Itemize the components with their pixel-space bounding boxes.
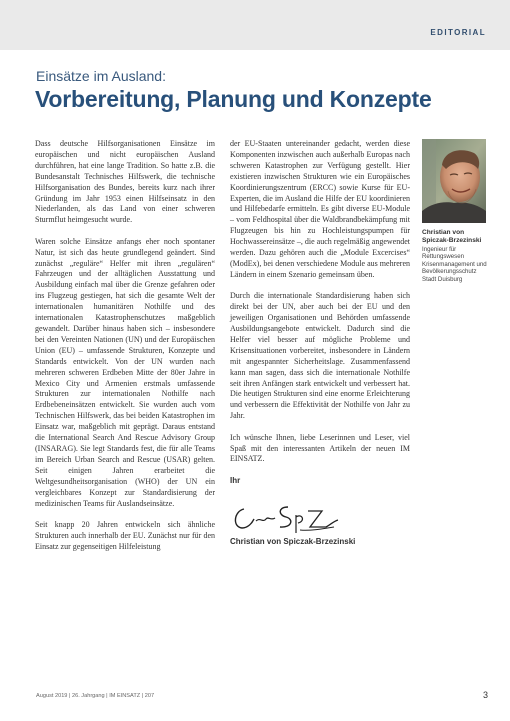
section-label: EDITORIAL <box>430 28 486 37</box>
author-role-line: Stadt Duisburg <box>422 275 463 283</box>
header-band <box>0 0 510 50</box>
author-role-line: Bevölkerungsschutz <box>422 268 477 276</box>
paragraph: Ich wünsche Ihnen, liebe Leserinnen und Leser, viel Spaß mit den interessanten Artikeln der neuen IM EINSATZ. <box>230 432 410 464</box>
closing-salutation: Ihr <box>230 475 241 485</box>
author-role <box>422 246 496 283</box>
text-column-left <box>35 139 215 563</box>
author-role-line: Ingenieur für <box>422 246 457 253</box>
handwritten-signature <box>230 501 340 535</box>
paragraph: Seit knapp 20 Jahren entwickeln sich ähnliche Strukturen auch innerhalb der EU. Zunächst nur für den Einsatz zur gegenseitigen Hilfeleistung <box>35 519 215 551</box>
author-role-line: Rettungswesen <box>422 253 465 261</box>
paragraph: der EU-Staaten untereinander gedacht, werden diese Komponenten inzwischen auch außerhalb Europas nach schweren Katastrophen zur Verfügung gestellt. Hier existieren inzwischen Strukturen wie ein Europäisches Koordinierungszentrum (ERCC) sowie Kurse für EU-Experten, die im Ausland die Hilfe der EU koordinieren und Hilfebedarfe ermitteln. Es gibt diverse EU-Module – vom Feldhospital über die Waldbrandbekämpfung mit Flugzeugen bis hin zu Hochleistungspumpen für Hochwassereinsätze –, die auch regelmäßig angewendet werden. Dazu gehören auch die „Module Excercises“ (ModEx), bei denen verschiedene Module aus mehreren Ländern in einem Szenario gemeinsam üben. <box>230 139 410 279</box>
paragraph: Dass deutsche Hilfsorganisationen Einsätze im europäischen und nicht europäischen Ausland durchführen, hat eine lange Tradition. So hatte z.B. die Bundesanstalt Technisches Hilfswerk, die technische Hilfsorganisation des Bundes, bereits kurz nach ihrer Gründung im Jahr 1953 einen Hilfseinsatz in den Niederlanden, als das Land von einer schweren Sturmflut heimgesucht wurde. <box>35 139 215 225</box>
paragraph: Waren solche Einsätze anfangs eher noch spontaner Natur, ist sich das heute grundlegend geändert. Sind zunächst „reguläre“ Helfer mit ihren „regulären“ Fahrzeugen und der alltäglichen Ausstattung und Ausbildung einfach mal über die Grenze gefahren oder ins Flugzeug gestiegen, hat sich die gesamte Welt der internationalen humanitären Nothilfe und des internationalen Katastrophenschutzes maßgeblich gewandelt. Darüber hinaus haben sich – insbesondere bei den Vereinten Nationen (UN) und der Europäischen Union (EU) – umfassende Strukturen, Konzepte und Standards entwickelt. Von der UN wurden nach mehreren schweren Erdbeben Mitte der 80er Jahre in Mexico City und Armenien erstmals umfassende Strukturen zur internationalen Nothilfe nach Erdbebeneinsätzen entwickelt. Sie wurden auch vom Technischen Hilfswerk, das bei beiden Katastrophen im Einsatz war, maßgeblich mit geprägt. Daraus entstand die International Search And Rescue Advisory Group (INSARAG). Sie legt Standards fest, die für alle Teams im Bereich Urban Search and Rescue (USAR) gelten. Seit einigen Jahren erarbeitet die Weltgesundheitsorganisation (WHO) der UN ein vergleichbares Konzept zur Standardisierung der medizinischen Teams für Auslandseinsätze. <box>35 236 215 508</box>
author-portrait-photo <box>422 139 486 223</box>
issue-info: August 2019 | 26. Jahrgang | IM EINSATZ | 207 <box>36 693 155 699</box>
page-number: 3 <box>482 690 488 700</box>
paragraph: Durch die internationale Standardisierung haben sich direkt bei der UN, aber auch bei der EU und den jeweiligen Organisationen und Behörden umfassende Ausbildungsangebote entwickelt. Dadurch sind die Helfer viel besser auf mögliche Probleme und Krisensituationen vorbereitet, insbesondere in Ländern mit angespannter Sicherheitslage. Zusammenfassend kann man sagen, dass sich die internationale Nothilfe seit ihren Anfängen stark entwickelt und verbessert hat. Die heutigen Strukturen sind eine enorme Erleichterung und verbessern die Effektivität der Nothilfe von Jahr zu Jahr. <box>230 291 410 421</box>
article-kicker: Einsätze im Ausland: <box>36 68 166 84</box>
article-title: Vorbereitung, Planung und Konzepte <box>35 86 432 112</box>
signature-name: Christian von Spiczak-Brzezinski <box>230 536 356 546</box>
author-name-line: Spiczak-Brzezinski <box>422 237 482 244</box>
text-column-right <box>230 139 410 558</box>
author-name <box>422 229 492 245</box>
author-role-line: Krisenmanagement und <box>422 260 487 268</box>
author-name-line: Christian von <box>422 229 465 236</box>
